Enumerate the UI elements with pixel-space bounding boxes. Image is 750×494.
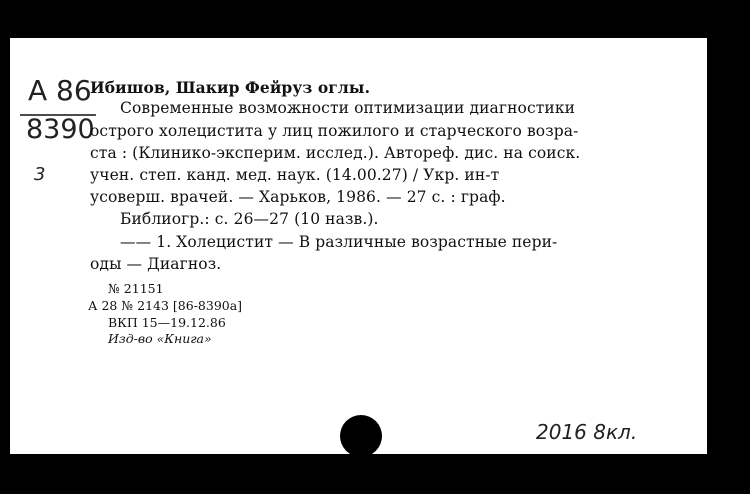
catalog-card xyxy=(10,38,707,454)
entry-line-8: оды — Диагноз. xyxy=(90,255,222,273)
entry-line-4: учен. степ. канд. мед. наук. (14.00.27) / Укр. ин-т xyxy=(90,166,500,184)
entry-line-1: Современные возможности оптимизации диагностики xyxy=(120,99,576,117)
entry-line-5: усоверш. врачей. — Харьков, 1986. — 27 с. : граф. xyxy=(90,188,506,206)
entry-line-6: Библиогр.: с. 26—27 (10 назв.). xyxy=(120,210,379,228)
footer-number: № 21151 xyxy=(108,281,164,296)
handwritten-note: 2016 8кл. xyxy=(536,420,638,444)
footer-vkp: ВКП 15—19.12.86 xyxy=(108,315,226,330)
entry-line-7: —— 1. Холецистит — В различные возрастные пери- xyxy=(120,233,558,251)
entry-author: Ибишов, Шакир Фейруз оглы. xyxy=(90,78,371,97)
entry-line-3: ста : (Клинико-эксперим. исслед.). Автореф. дис. на соиск. xyxy=(90,144,581,162)
card-punch-hole xyxy=(340,415,382,457)
footer-publisher: Изд-во «Книга» xyxy=(108,331,212,346)
shelfmark-bottom: 8390 xyxy=(26,114,95,145)
shelfmark-mark: 3 xyxy=(34,164,46,185)
entry-line-2: острого холецистита у лиц пожилого и старческого возра- xyxy=(90,122,579,140)
shelfmark-top: А 86 xyxy=(28,74,92,107)
footer-order: А 28 № 2143 [86-8390а] xyxy=(88,298,243,313)
